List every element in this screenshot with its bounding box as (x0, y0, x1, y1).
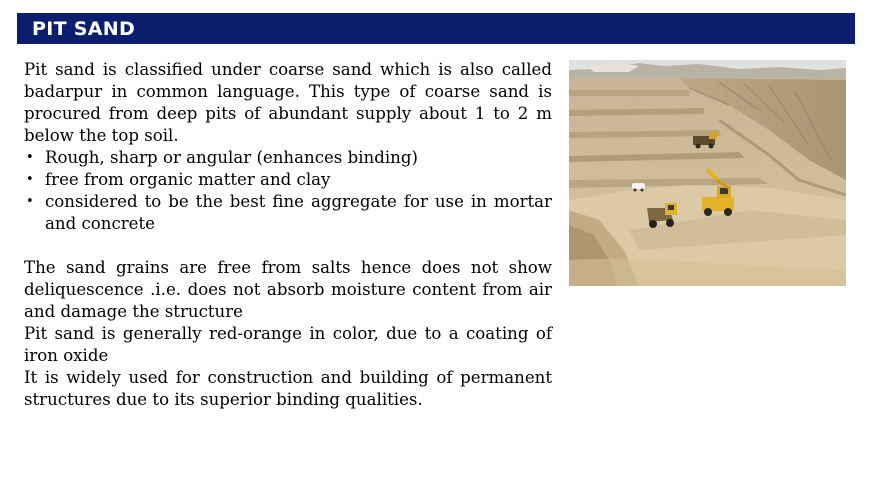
color-paragraph: Pit sand is generally red-orange in color, due to a coating of iron oxide (24, 324, 552, 365)
bullet-item (24, 147, 552, 169)
slide-title: PIT SAND (32, 18, 136, 40)
bullet-icon: • (26, 172, 34, 187)
intro-paragraph: Pit sand is classified under coarse sand which is also called badarpur in common language. This type of coarse sand is procured from deep pits of abundant supply about 1 to 2 m below the top soil. (24, 60, 552, 145)
spacer (24, 235, 552, 257)
sand-quarry-photo (569, 60, 846, 286)
bullet-text: considered to be the best fine aggregate for use in mortar and concrete (45, 192, 552, 233)
body-text (24, 59, 552, 411)
bullet-icon: • (26, 194, 34, 209)
bullet-icon: • (26, 150, 34, 165)
usage-paragraph: It is widely used for construction and building of permanent structures due to its superior binding qualities. (24, 368, 552, 409)
bullet-list (24, 147, 552, 235)
salts-paragraph: The sand grains are free from salts hence does not show deliquescence .i.e. does not absorb moisture content from air and damage the structure (24, 258, 552, 321)
bullet-item (24, 191, 552, 235)
title-bar (17, 13, 855, 44)
bullet-text: Rough, sharp or angular (enhances binding) (45, 148, 418, 167)
bullet-text: free from organic matter and clay (45, 170, 331, 189)
bullet-item (24, 169, 552, 191)
